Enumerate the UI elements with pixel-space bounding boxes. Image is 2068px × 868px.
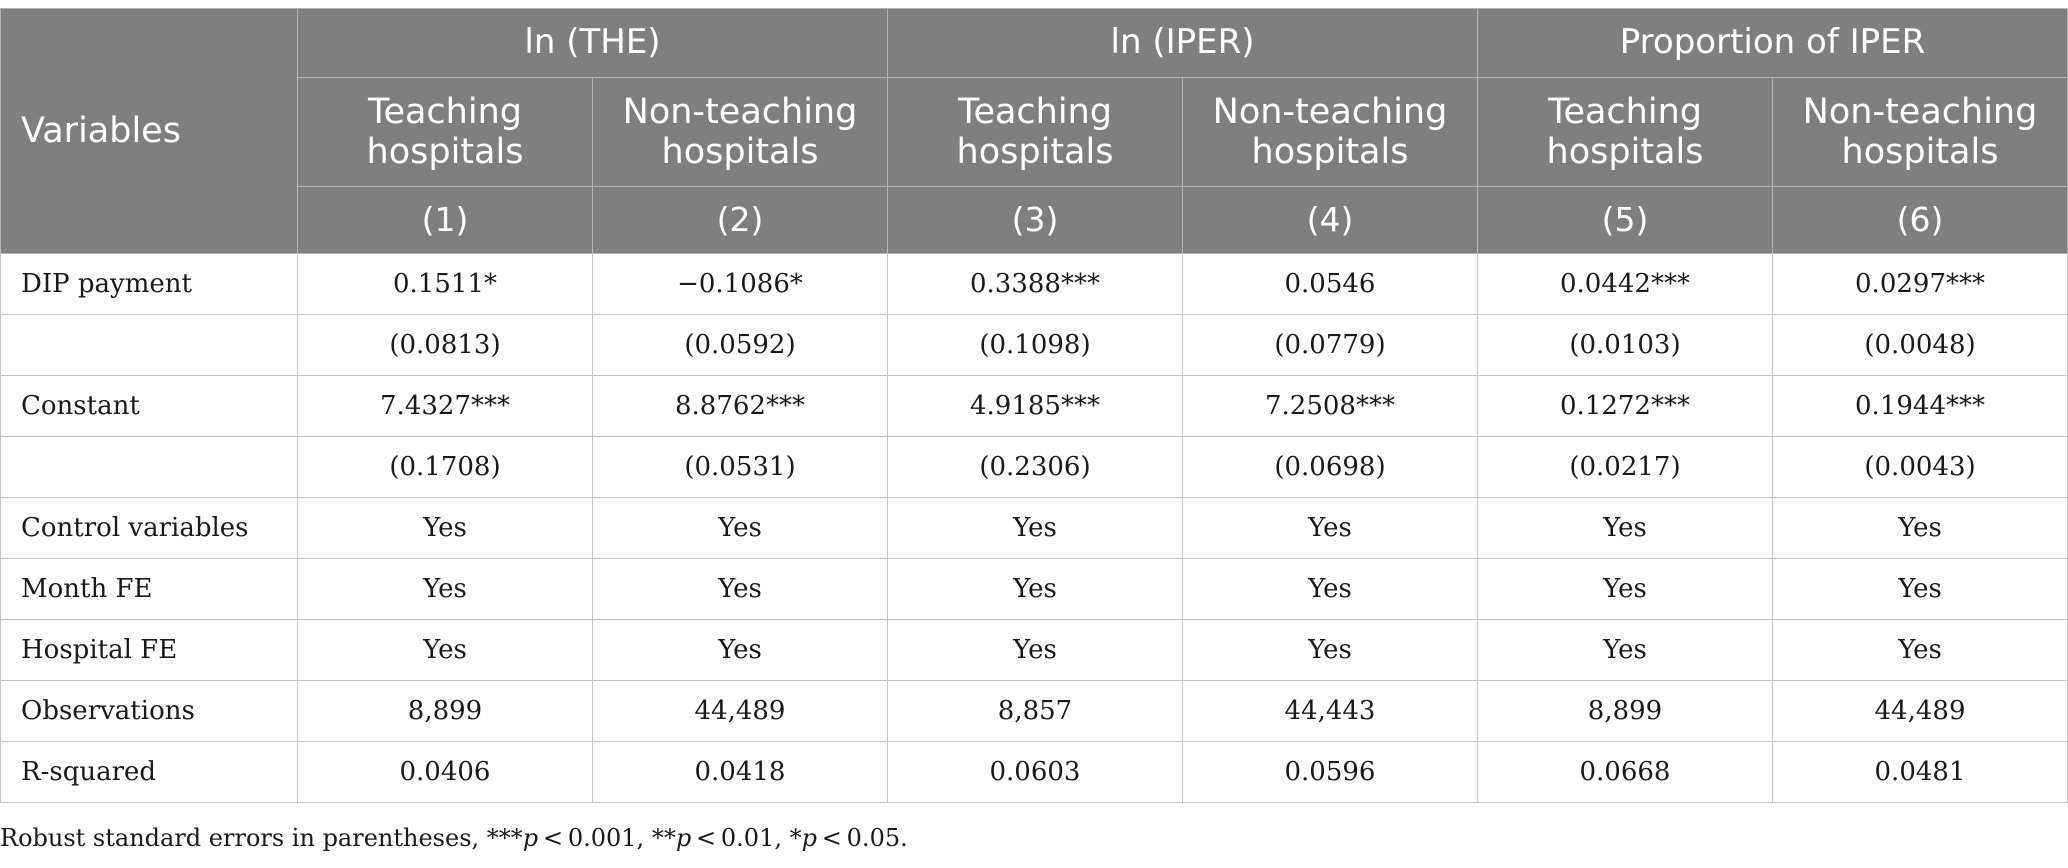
table-cell: 0.0596 [1183, 742, 1478, 803]
table-cell: (0.0103) [1478, 315, 1773, 376]
table-cell: 8,899 [1478, 681, 1773, 742]
table-cell: (0.0779) [1183, 315, 1478, 376]
row-label: Observations [1, 681, 298, 742]
row-label [1, 437, 298, 498]
table-cell: (0.2306) [888, 437, 1183, 498]
column-number: (6) [1773, 187, 2068, 254]
table-cell: Yes [1478, 498, 1773, 559]
column-number: (1) [298, 187, 593, 254]
subheader-line: Teaching [368, 91, 522, 132]
table-cell: Yes [1478, 559, 1773, 620]
subheader-line: Non-teaching [1212, 91, 1448, 132]
table-cell: Yes [1773, 559, 2068, 620]
table-row [1, 437, 2068, 498]
footnote-text: < 0.05. [816, 824, 908, 852]
table-cell: 0.1511* [298, 254, 593, 315]
table-cell: 0.0546 [1183, 254, 1478, 315]
row-label: Constant [1, 376, 298, 437]
column-number: (3) [888, 187, 1183, 254]
table-cell: Yes [1773, 620, 2068, 681]
table-cell: 0.1944*** [1773, 376, 2068, 437]
group-header: ln (THE) [298, 9, 888, 78]
row-label: Control variables [1, 498, 298, 559]
subheader-line: hospitals [1546, 132, 1704, 172]
table-row [1, 620, 2068, 681]
table-cell: (0.0048) [1773, 315, 2068, 376]
table-cell: (0.0813) [298, 315, 593, 376]
subheader-line: hospitals [1841, 132, 1999, 172]
table-cell: Yes [593, 559, 888, 620]
subheader-line: hospitals [1251, 132, 1409, 172]
table-cell: Yes [1773, 498, 2068, 559]
group-header: ln (IPER) [888, 9, 1478, 78]
table-footnote [0, 824, 908, 852]
column-subheader [298, 78, 593, 187]
table-row [1, 498, 2068, 559]
footnote-p-symbol: p [801, 824, 817, 852]
row-label: Hospital FE [1, 620, 298, 681]
column-subheader [1183, 78, 1478, 187]
table-cell: 8,899 [298, 681, 593, 742]
subheader-line: Non-teaching [1802, 91, 2038, 132]
footnote-text: < 0.001, ** [538, 824, 676, 852]
table-cell: Yes [298, 498, 593, 559]
table-row [1, 681, 2068, 742]
table-cell: 8,857 [888, 681, 1183, 742]
column-subheader [1478, 78, 1773, 187]
table-cell: (0.0531) [593, 437, 888, 498]
table-cell: Yes [888, 620, 1183, 681]
table-cell: (0.1708) [298, 437, 593, 498]
subheader-line: hospitals [956, 132, 1114, 172]
column-subheader [888, 78, 1183, 187]
row-label: R-squared [1, 742, 298, 803]
table-cell: Yes [593, 620, 888, 681]
table-row [1, 254, 2068, 315]
table-cell: 44,443 [1183, 681, 1478, 742]
table-cell: 0.0442*** [1478, 254, 1773, 315]
subheader-line: Teaching [1548, 91, 1702, 132]
footnote-text: Robust standard errors in parentheses, *** [0, 824, 523, 852]
table-cell: 44,489 [1773, 681, 2068, 742]
table-cell: Yes [888, 498, 1183, 559]
table-cell: 8.8762*** [593, 376, 888, 437]
footnote-p-symbol: p [522, 824, 539, 852]
table-cell: 0.0406 [298, 742, 593, 803]
column-number: (4) [1183, 187, 1478, 254]
column-number: (5) [1478, 187, 1773, 254]
table-cell: Yes [1183, 498, 1478, 559]
footnote-text: < 0.01, * [691, 824, 802, 852]
table-cell: (0.0043) [1773, 437, 2068, 498]
table-cell: 0.0668 [1478, 742, 1773, 803]
table-cell: (0.0698) [1183, 437, 1478, 498]
table-cell: Yes [593, 498, 888, 559]
table-cell: 44,489 [593, 681, 888, 742]
group-header: Proportion of IPER [1478, 9, 2068, 78]
row-label [1, 315, 298, 376]
subheader-line: hospitals [661, 132, 819, 172]
subheader-line: hospitals [366, 132, 524, 172]
subheader-line: Non-teaching [622, 91, 858, 132]
table-row [1, 376, 2068, 437]
table-cell: −0.1086* [593, 254, 888, 315]
column-subheader [1773, 78, 2068, 187]
row-label: Month FE [1, 559, 298, 620]
table-cell: 0.0297*** [1773, 254, 2068, 315]
table-cell: Yes [298, 559, 593, 620]
table-cell: 0.0481 [1773, 742, 2068, 803]
table-cell: (0.1098) [888, 315, 1183, 376]
table-cell: 4.9185*** [888, 376, 1183, 437]
table-cell: (0.0217) [1478, 437, 1773, 498]
footnote-p-symbol: p [675, 824, 692, 852]
table-cell: 0.0418 [593, 742, 888, 803]
row-label: DIP payment [1, 254, 298, 315]
table-cell: Yes [1478, 620, 1773, 681]
table-cell: Yes [1183, 559, 1478, 620]
table-cell: Yes [888, 559, 1183, 620]
regression-table [0, 8, 2068, 803]
variables-header: Variables [1, 9, 298, 254]
table-cell: Yes [1183, 620, 1478, 681]
table-cell: 0.1272*** [1478, 376, 1773, 437]
table-cell: 0.0603 [888, 742, 1183, 803]
table-cell: (0.0592) [593, 315, 888, 376]
column-number: (2) [593, 187, 888, 254]
subheader-line: Teaching [958, 91, 1112, 132]
table-row [1, 559, 2068, 620]
table-cell: 0.3388*** [888, 254, 1183, 315]
table-row [1, 315, 2068, 376]
table-cell: Yes [298, 620, 593, 681]
table-row [1, 742, 2068, 803]
column-subheader [593, 78, 888, 187]
table-cell: 7.2508*** [1183, 376, 1478, 437]
table-cell: 7.4327*** [298, 376, 593, 437]
